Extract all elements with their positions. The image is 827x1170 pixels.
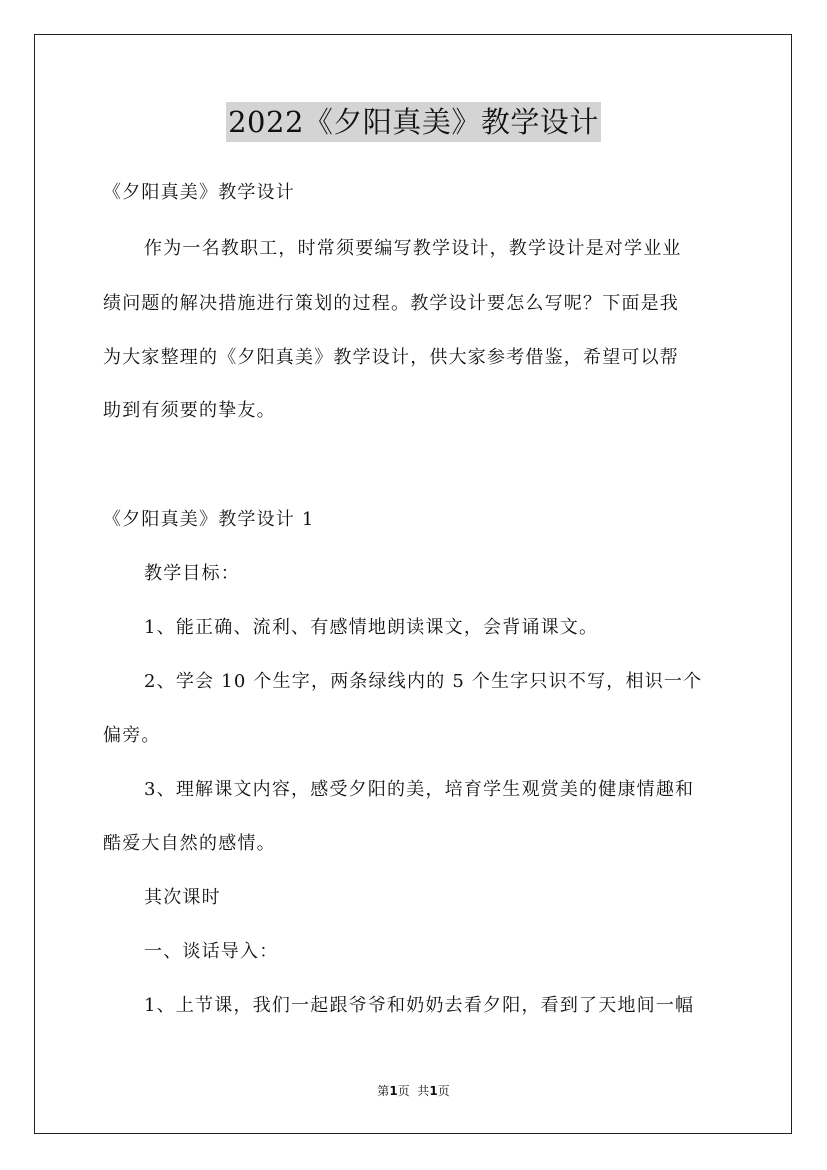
- paragraph-line: 3、理解课文内容，感受夕阳的美，培育学生观赏美的健康情趣和: [144, 779, 695, 800]
- footer-mid: 页 共: [397, 1084, 430, 1098]
- footer-suffix: 页: [437, 1084, 450, 1098]
- paragraph-line: 偏旁。: [103, 725, 161, 746]
- paragraph-line: 绩问题的解决措施进行策划的过程。教学设计要怎么写呢？下面是我: [103, 293, 679, 314]
- document-title: 2022《夕阳真美》教学设计: [226, 102, 601, 142]
- page-footer: [0, 1083, 827, 1099]
- paragraph-line: 酷爱大自然的感情。: [103, 833, 276, 854]
- paragraph-line: 其次课时: [144, 887, 221, 908]
- footer-prefix: 第: [377, 1084, 390, 1098]
- doc-subtitle: 《夕阳真美》教学设计: [103, 182, 295, 203]
- footer-page-number: 1: [389, 1084, 398, 1098]
- paragraph-line: 1、能正确、流利、有感情地朗读课文，会背诵课文。: [144, 617, 599, 638]
- section-heading: 《夕阳真美》教学设计 1: [103, 509, 315, 530]
- footer-page-total: 1: [429, 1084, 438, 1098]
- paragraph-line: 2、学会 10 个生字，两条绿线内的 5 个生字只识不写，相识一个: [144, 671, 703, 692]
- paragraph-line: 教学目标：: [144, 563, 240, 584]
- paragraph-line: 作为一名教职工，时常须要编写教学设计，教学设计是对学业业: [144, 238, 682, 259]
- paragraph-line: 1、上节课，我们一起跟爷爷和奶奶去看夕阳，看到了天地间一幅: [144, 995, 695, 1016]
- paragraph-line: 一、谈话导入：: [144, 941, 279, 962]
- paragraph-line: 助到有须要的挚友。: [103, 400, 276, 421]
- document-title-wrap: [0, 102, 827, 142]
- paragraph-line: 为大家整理的《夕阳真美》教学设计，供大家参考借鉴，希望可以帮: [103, 347, 679, 368]
